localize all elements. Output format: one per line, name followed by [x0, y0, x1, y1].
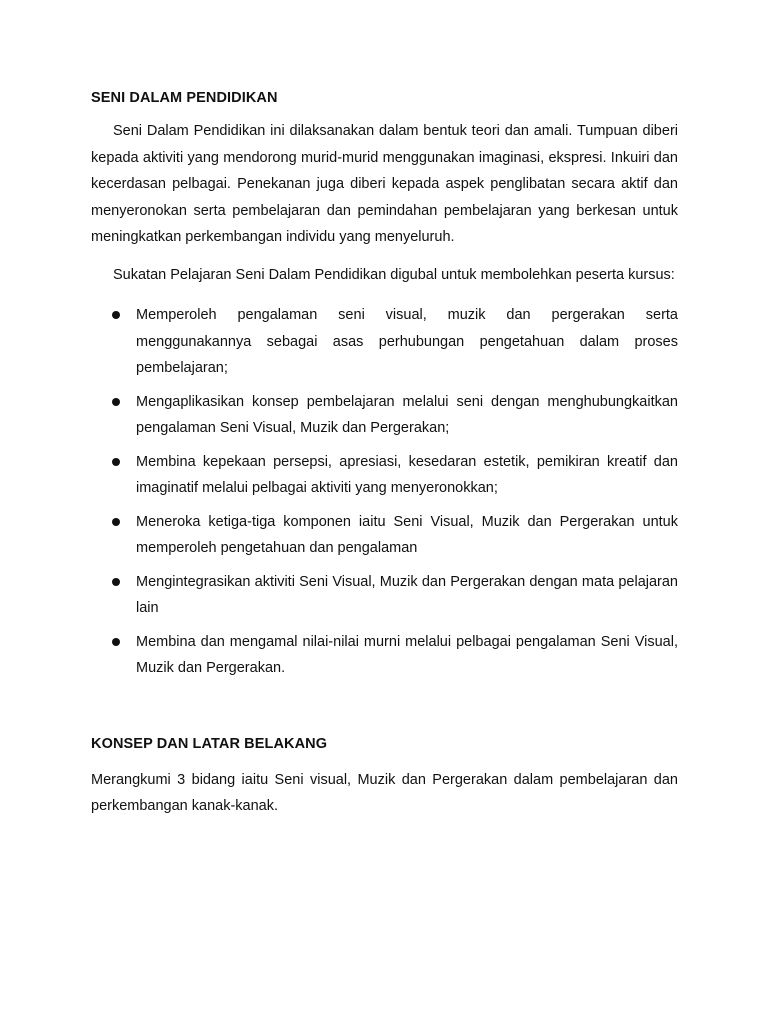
list-item — [91, 389, 678, 442]
list-item — [91, 302, 678, 382]
list-item-text: Mengintegrasikan aktiviti Seni Visual, Muzik dan Pergerakan dengan mata pelajaran lain — [136, 573, 678, 616]
bullet-icon — [112, 518, 120, 526]
bullet-icon — [112, 578, 120, 586]
section-heading-seni-dalam-pendidikan: SENI DALAM PENDIDIKAN — [91, 90, 278, 106]
document-page — [91, 88, 678, 820]
intro-paragraph: Seni Dalam Pendidikan ini dilaksanakan dalam bentuk teori dan amali. Tumpuan diberi kepada aktiviti yang mendorong murid-murid menggunakan imaginasi, ekspresi. Inkuiri dan kecerdasan pelbagai. Penekanan juga diberi kepada aspek penglibatan secara aktif dan menyeronokan serta pembelajaran dan pemindahan pembelajaran yang berkesan untuk meningkatkan perkembangan individu yang menyeluruh. — [91, 123, 678, 245]
list-item — [91, 629, 678, 682]
bullet-icon — [112, 638, 120, 646]
list-item-text: Membina dan mengamal nilai-nilai murni melalui pelbagai pengalaman Seni Visual, Muzik dan Pergerakan. — [136, 633, 678, 676]
section-heading-konsep-dan-latar-belakang: KONSEP DAN LATAR BELAKANG — [91, 735, 328, 752]
list-item — [91, 569, 678, 622]
concept-paragraph: Merangkumi 3 bidang iaitu Seni visual, Muzik dan Pergerakan dalam pembelajaran dan perkembangan kanak-kanak. — [91, 771, 678, 814]
list-item-text: Mengaplikasikan konsep pembelajaran melalui seni dengan menghubungkaitkan pengalaman Seni Visual, Muzik dan Pergerakan; — [136, 393, 678, 436]
list-item — [91, 449, 678, 502]
list-item-text: Membina kepekaan persepsi, apresiasi, kesedaran estetik, pemikiran kreatif dan imaginatif melalui pelbagai aktiviti yang menyeronokkan; — [136, 453, 678, 496]
bullet-icon — [112, 458, 120, 466]
list-item — [91, 509, 678, 562]
objectives-list — [91, 302, 678, 682]
syllabus-paragraph: Sukatan Pelajaran Seni Dalam Pendidikan digubal untuk membolehkan peserta kursus: — [113, 266, 675, 283]
list-item-text: Memperoleh pengalaman seni visual, muzik dan pergerakan serta menggunakannya sebagai asas perhubungan pengetahuan dalam proses pembelajaran; — [136, 307, 678, 376]
bullet-icon — [112, 311, 120, 319]
bullet-icon — [112, 398, 120, 406]
list-item-text: Meneroka ketiga-tiga komponen iaitu Seni Visual, Muzik dan Pergerakan untuk memperoleh pengetahuan dan pengalaman — [136, 513, 678, 556]
